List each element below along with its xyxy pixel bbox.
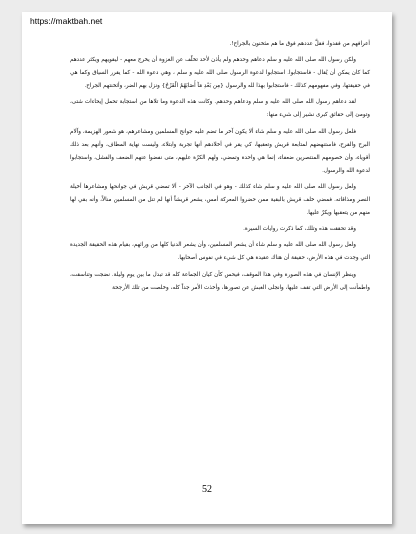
site-url: https://maktbah.net — [30, 16, 103, 26]
paragraph: وينظر الإنسان في هذه الصورة وفي هذا الموقف، فيحس كأن كيان الجماعة كله قد تبدل ما بين يوم وليلة. نضجت وتناسقت، واطمأنت إلى الأرض التي تقف عليها، وانجلى الغبش عن تصورها، وأخذت الأمر جداً كله، وخلصت من تلك الأرجحة — [70, 271, 370, 291]
paragraph: وقد تحققت هذه وتلك، كما ذكرت روايات السيرة. — [243, 226, 356, 233]
paragraph: ولعل رسول الله صلى الله عليه و سلم شاء أن يشعر المسلمين، وأن يشعر الدنيا كلها من ورائهم، بقيام هذه الحقيقة الجديدة التي وجدت في هذه الأرض، حقيقة أن هناك عقيدة هي كل شيء في نفوس أصحابها. — [70, 242, 370, 262]
page-number: 52 — [202, 484, 212, 495]
paragraph: ولعل رسول الله صلى الله عليه و سلم شاء كذلك - وهو في الجانب الآخر - ألا تمضي قريش في جوانحها ومشاعرها أخيلة النصر ومذاقاته. فمضي خلف قريش بالبقية ممن حضروا المعركة أمس، يشعر قريشاً أنها لم تنل من المسلمين منالاً، وأنه بقي لها منهم من يتعقبها ويكرّ عليها. — [70, 183, 370, 217]
paragraph: فلعل رسول الله صلى الله عليه و سلم شاء ألا يكون آخر ما تضم عليه جوانح المسلمين ومشاعرهم، هو شعور الهزيمة، وآلام البرح والقرح، فاستنهضهم لمتابعة قريش وتعقبها، كي يقر في أخلادهم أنها تجربة وابتلاء، وليست نهاية المطاف، وأنهم بعد ذلك أقوياء، وأن خصومهم المنتصرين ضعفاء، إنما هي واحدة وتمضي، ولهم الكرّة عليهم، متى نفضوا عنهم الضعف والفشل، واستجابوا لدعوة الله والرسول. — [70, 128, 370, 174]
paragraph: أعرافهم من فقدوا، فقلَّ عددهم فوق ما هم مثخنون بالجراح!. — [229, 41, 370, 47]
paragraph: لقد دعاهم رسول الله صلى الله عليه و سلم ودعاهم وحدهم. وكانت هذه الدعوة وما تلاها من استجابة تحمل إيحاءات شتى، وتومئ إلى حقائق كبرى نشير إلى شيء منها: — [70, 99, 370, 119]
document-page — [22, 12, 392, 524]
document-body — [70, 38, 370, 298]
paragraph: ولكن رسول الله صلى الله عليه و سلم دعاهم وحدهم ولم يأذن لأحد تخلّف عن الغزوة أن يخرج معهم - ليقويهم ويكثر عددهم كما كان يمكن أن يُقال - فاستجابوا. استجابوا لدعوة الرسول صلى الله عليه و سلم ، وهي دعوة الله - كما يقرر السياق وكما هي في حقيقتها، وفي مفهومهم كذلك - فاستجابوا بهذا لله والرسول {مِن بَعْدِ مَآ أَصَابَهُمُ الْقَرْحُ} ونزل بهم الضر، وأثخنتهم الجراح. — [70, 57, 370, 90]
